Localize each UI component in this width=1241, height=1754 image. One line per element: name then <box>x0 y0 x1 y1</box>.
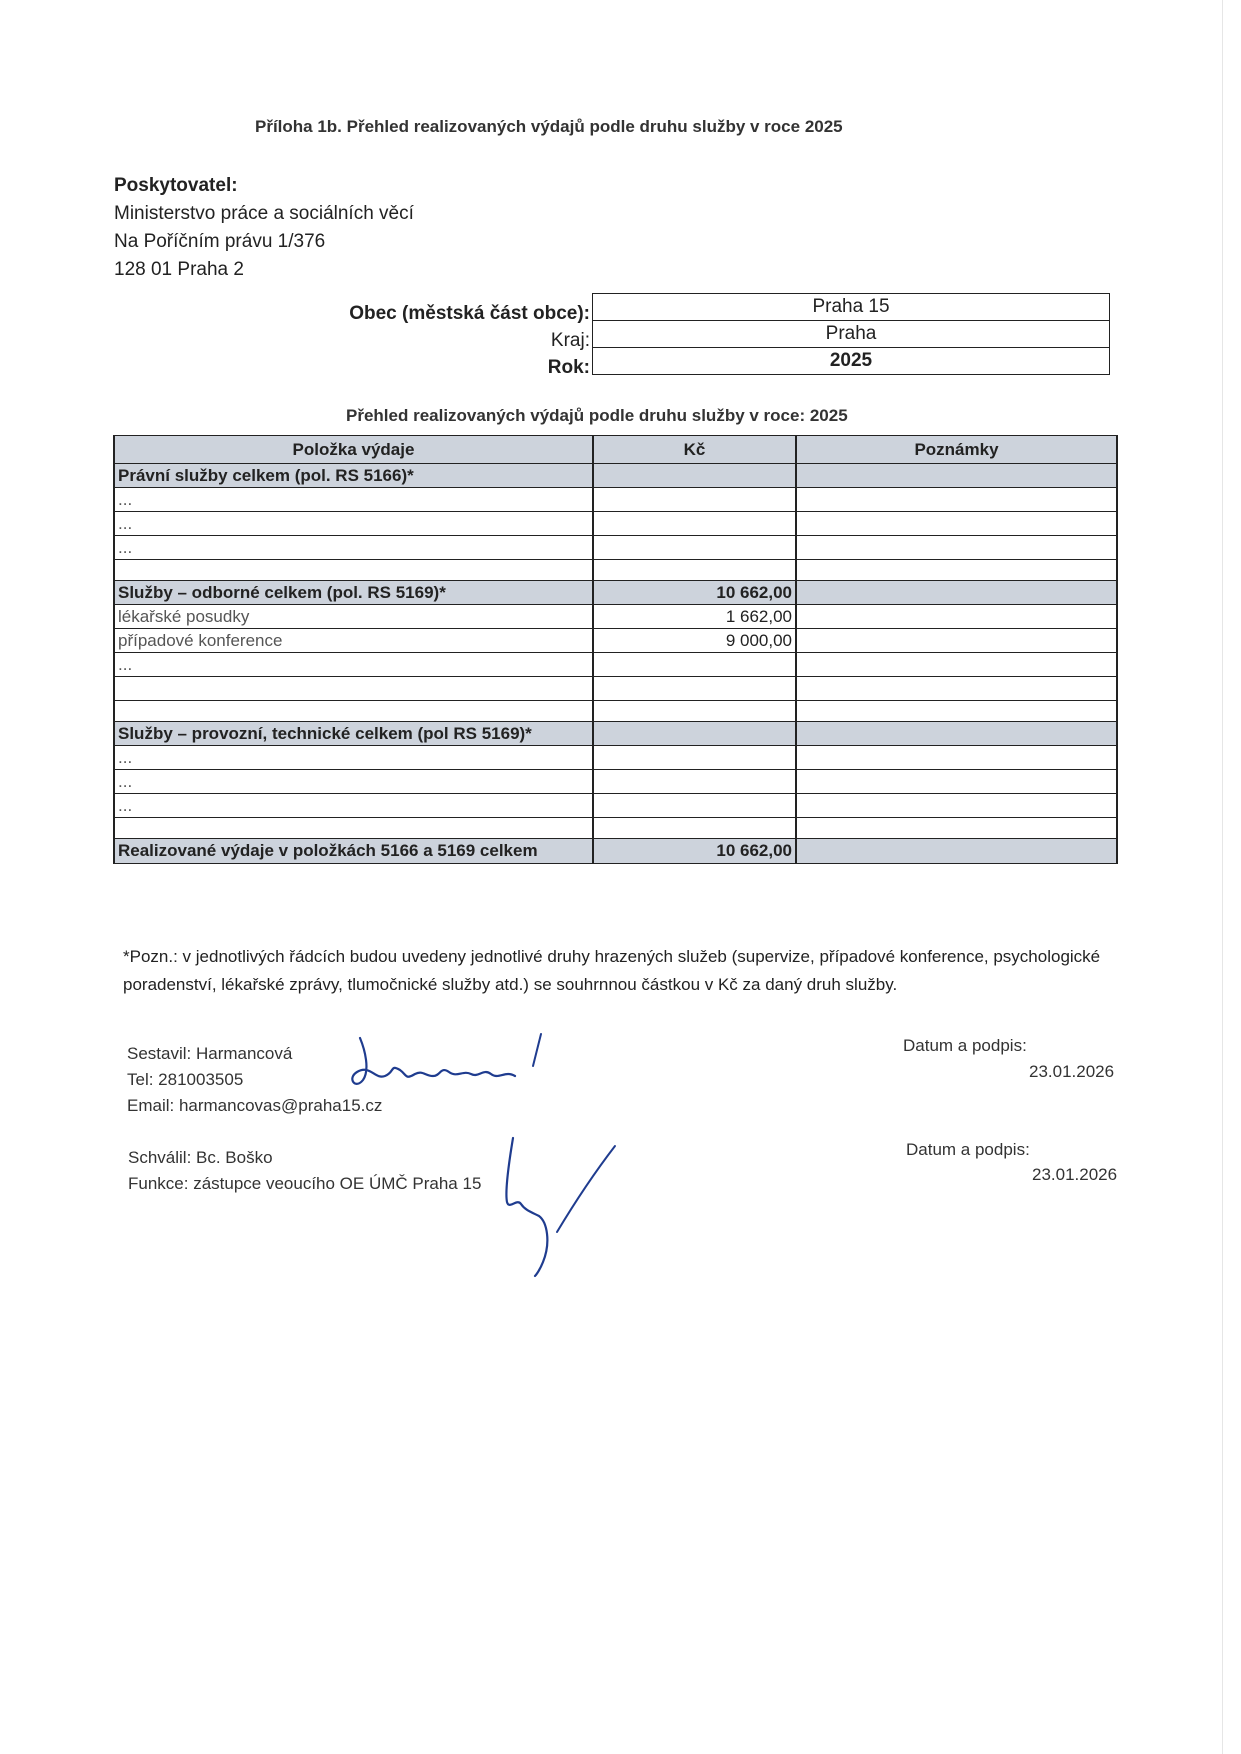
header-item: Položka výdaje <box>114 436 593 464</box>
prof-total-label: Služby – odborné celkem (pol. RS 5169)* <box>114 581 593 605</box>
compiled-signature <box>345 1030 555 1100</box>
tech-total-label: Služby – provozní, technické celkem (pol RS 5169)* <box>114 722 593 746</box>
obec-value: Praha 15 <box>593 294 1109 321</box>
table-row <box>114 536 1117 560</box>
grand-total-note <box>796 839 1117 864</box>
compiled-by: Sestavil: Harmancová <box>127 1044 293 1063</box>
table-row <box>114 677 1117 701</box>
prof-total-note <box>796 581 1117 605</box>
table-title: Přehled realizovaných výdajů podle druhu služby v roce: 2025 <box>346 406 848 425</box>
legal-total-value <box>593 464 796 488</box>
table-row <box>114 512 1117 536</box>
grand-total-value: 10 662,00 <box>593 839 796 864</box>
tech-total-note <box>796 722 1117 746</box>
row-label: ... <box>114 746 593 770</box>
legal-total-row <box>114 464 1117 488</box>
row-value <box>593 653 796 677</box>
tech-total-row <box>114 722 1117 746</box>
compiled-email: Email: harmancovas@praha15.cz <box>127 1096 383 1115</box>
provider-street: Na Poříčním právu 1/376 <box>114 231 326 252</box>
row-label: ... <box>114 770 593 794</box>
table-row <box>114 794 1117 818</box>
legal-total-label: Právní služby celkem (pol. RS 5166)* <box>114 464 593 488</box>
footnote: *Pozn.: v jednotlivých řádcích budou uvedeny jednotlivé druhy hrazených služeb (supervize, případové konference, psychologické poradenství, lékařské zprávy, tlumočnické služby atd.) se souhrnnou částkou v Kč za daný druh služby. <box>123 947 1101 994</box>
row-value: 9 000,00 <box>593 629 796 653</box>
compiled-tel: Tel: 281003505 <box>127 1070 244 1089</box>
row-label: ... <box>114 653 593 677</box>
approved-function: Funkce: zástupce veoucího OE ÚMČ Praha 15 <box>128 1174 482 1193</box>
row-label: ... <box>114 488 593 512</box>
rok-value: 2025 <box>829 350 873 371</box>
kraj-value: Praha <box>593 321 1109 348</box>
approved-date-label: Datum a podpis: <box>906 1140 1030 1159</box>
row-label: ... <box>114 794 593 818</box>
provider-name: Ministerstvo práce a sociálních věcí <box>114 203 414 224</box>
table-row <box>114 605 1117 629</box>
provider-city: 128 01 Praha 2 <box>114 259 244 280</box>
meta-box <box>592 293 1110 375</box>
meta-labels <box>300 300 590 381</box>
header-amount: Kč <box>593 436 796 464</box>
row-label: ... <box>114 536 593 560</box>
document-title: Příloha 1b. Přehled realizovaných výdajů podle druhu služby v roce 2025 <box>255 117 843 136</box>
grand-total-row <box>114 839 1117 864</box>
legal-total-note <box>796 464 1117 488</box>
row-label: lékařské posudky <box>114 605 593 629</box>
rok-label: Rok: <box>547 357 590 378</box>
approved-date: 23.01.2026 <box>1032 1165 1118 1184</box>
compiled-date-label: Datum a podpis: <box>903 1036 1027 1055</box>
prof-total-value: 10 662,00 <box>593 581 796 605</box>
table-row <box>114 746 1117 770</box>
provider-block <box>114 172 414 284</box>
row-label: ... <box>114 512 593 536</box>
table-row <box>114 653 1117 677</box>
kraj-label: Kraj: <box>550 330 590 351</box>
row-value: 1 662,00 <box>593 605 796 629</box>
row-label: případové konference <box>114 629 593 653</box>
approved-by: Schválil: Bc. Boško <box>128 1148 273 1167</box>
obec-label: Obec (městská část obce): <box>349 303 590 324</box>
spacer-row <box>114 560 1117 581</box>
provider-label: Poskytovatel: <box>114 175 238 196</box>
compiled-date: 23.01.2026 <box>1029 1062 1115 1081</box>
table-header-row <box>114 436 1117 464</box>
tech-total-value <box>593 722 796 746</box>
table-row <box>114 629 1117 653</box>
expenses-table <box>113 435 1118 864</box>
spacer-row <box>114 818 1117 839</box>
table-row <box>114 488 1117 512</box>
approved-block <box>128 1145 481 1197</box>
header-notes: Poznámky <box>796 436 1117 464</box>
table-row <box>114 770 1117 794</box>
prof-total-row <box>114 581 1117 605</box>
grand-total-label: Realizované výdaje v položkách 5166 a 5169 celkem <box>114 839 593 864</box>
spacer-row <box>114 701 1117 722</box>
approved-signature <box>495 1132 625 1282</box>
page-edge <box>1222 0 1223 1754</box>
